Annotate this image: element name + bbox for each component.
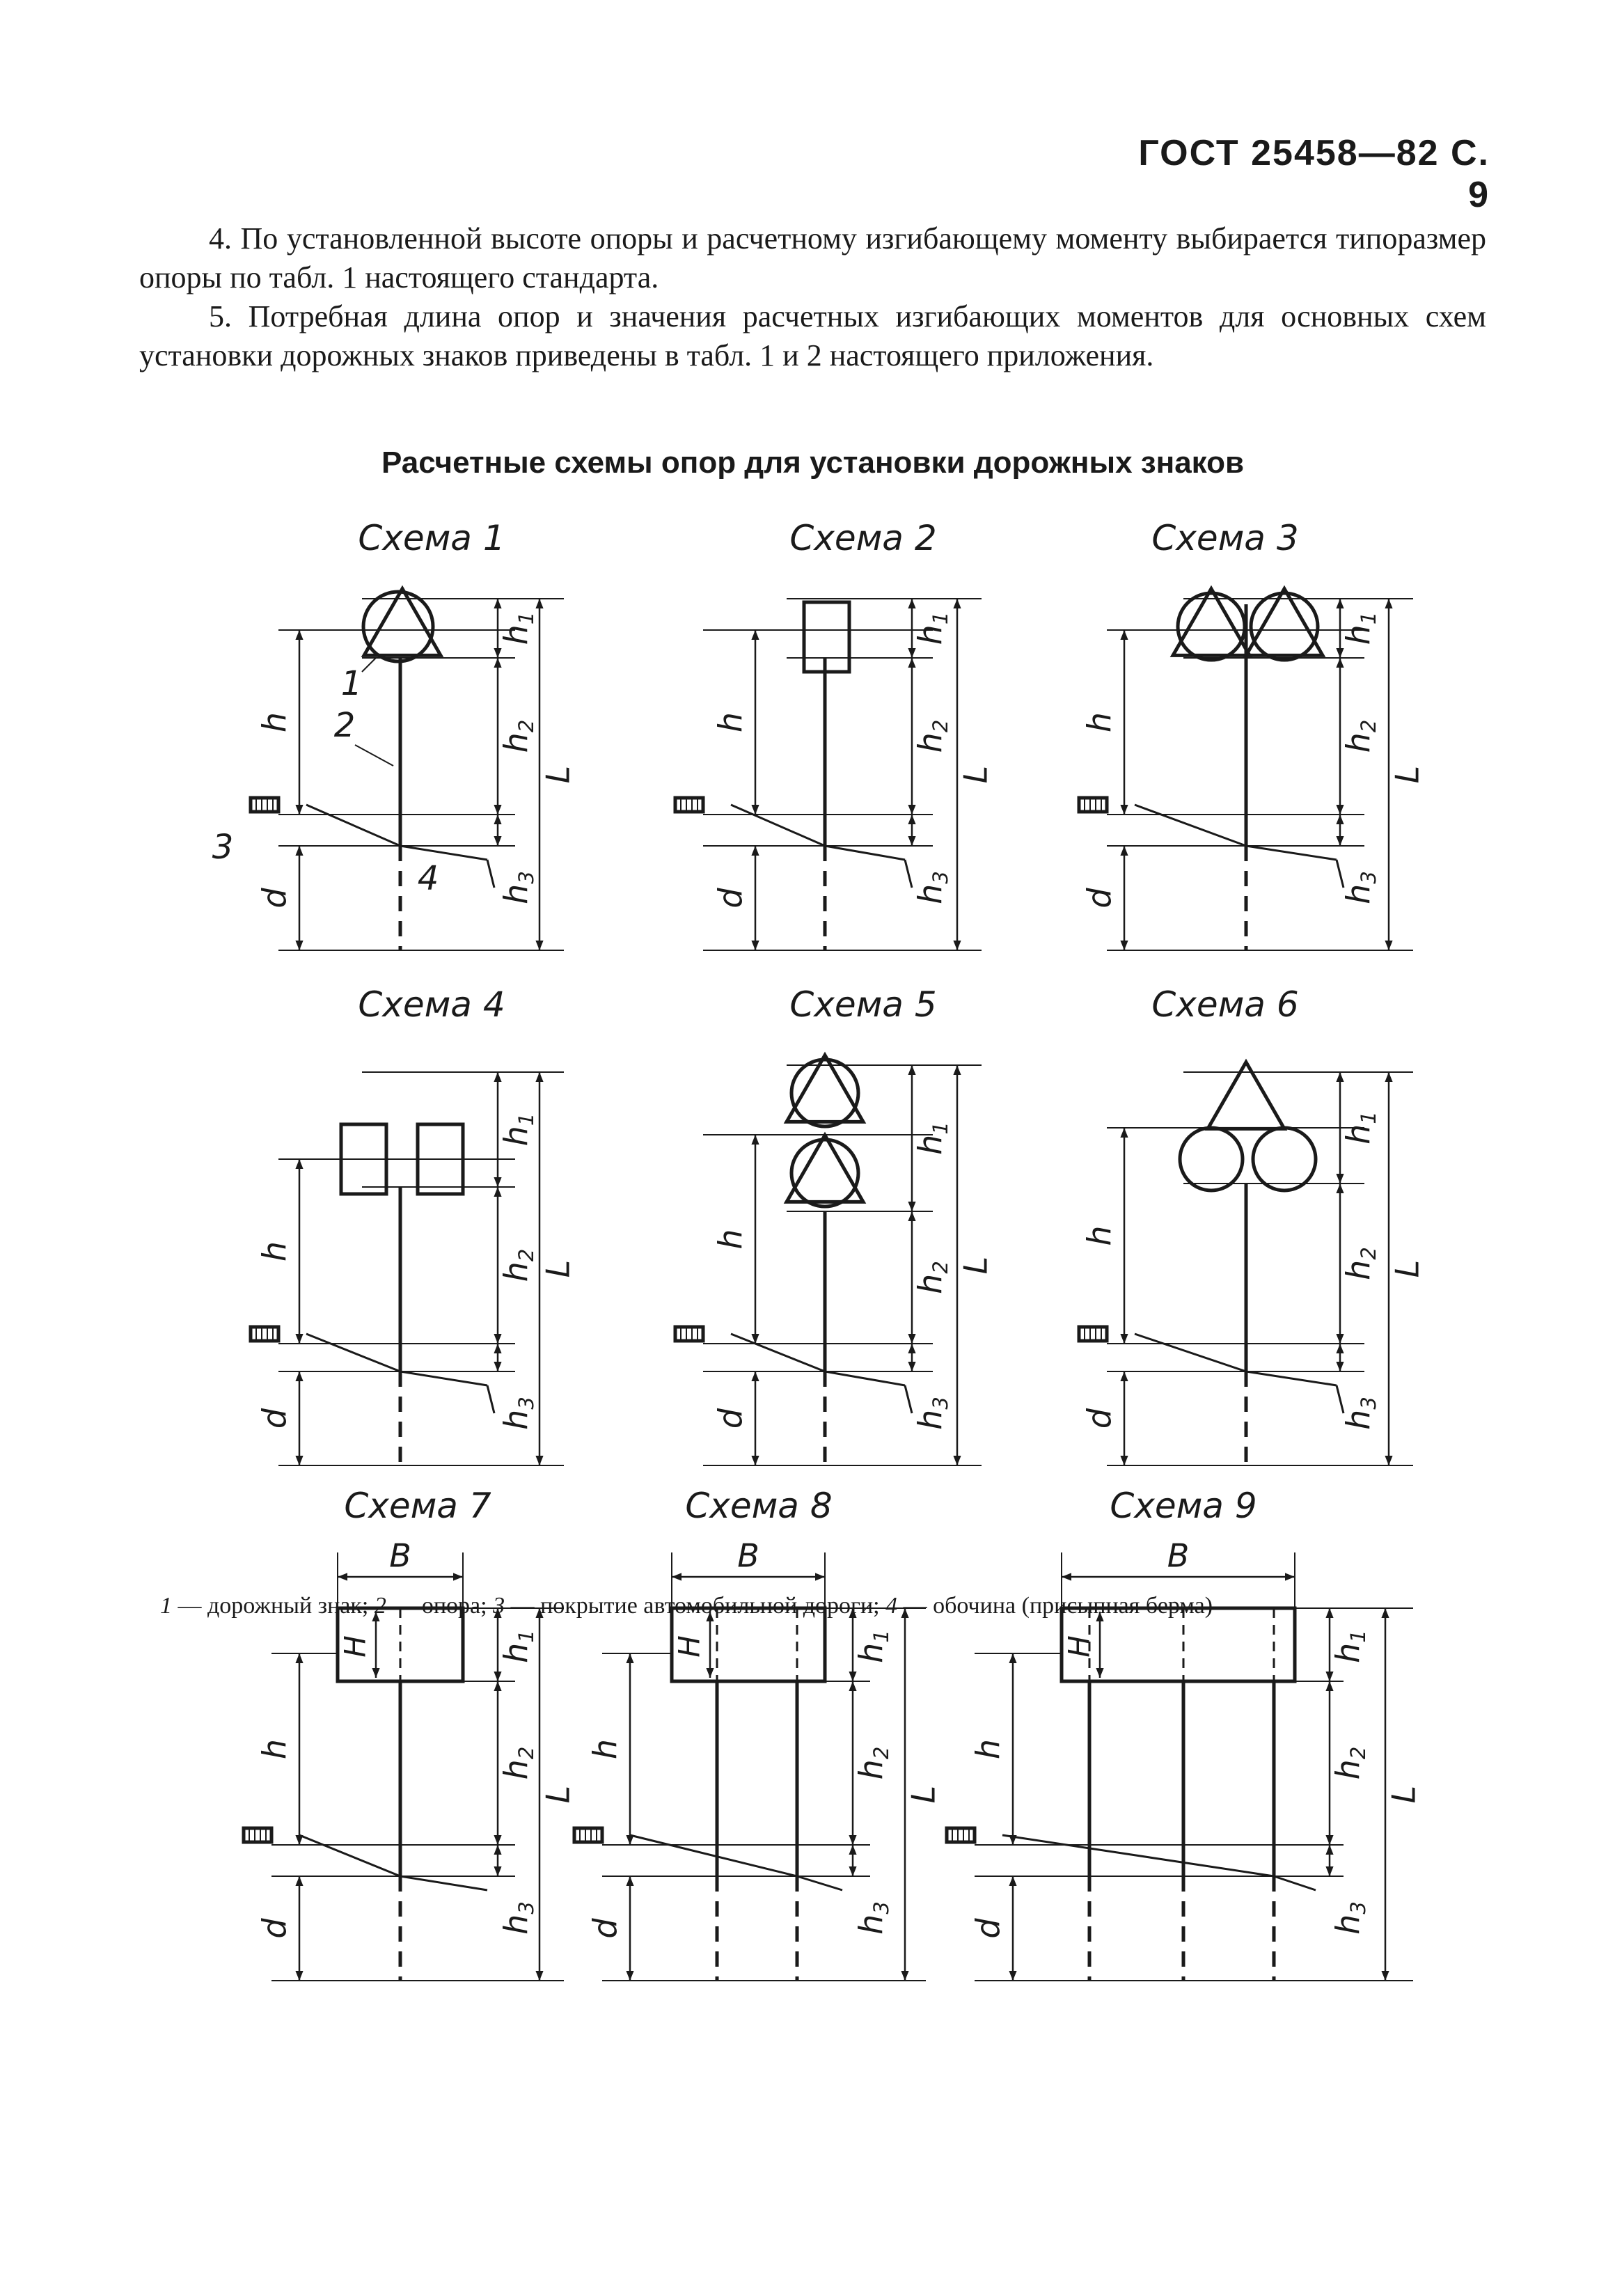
- scheme-3-road-pad: [1079, 798, 1107, 812]
- paragraph-4: 4. По установленной высоте опоры и расчетному изгибающему моменту выбирается типоразмер опоры по табл. 1 настоящего стандарта.: [139, 221, 1486, 294]
- scheme-4-shoulder-slope: [487, 1385, 494, 1413]
- scheme-6-label-h3: $h_3$: [1339, 1397, 1380, 1430]
- scheme-6-label-h2: $h_2$: [1339, 1247, 1380, 1280]
- scheme-6-label-h2-subscript: 2: [1357, 1247, 1380, 1260]
- scheme-8-label-h2: $h_2$: [852, 1746, 893, 1780]
- scheme-1-label-h3: $h_3$: [497, 871, 538, 904]
- scheme-label-4: Схема 4: [358, 984, 505, 1025]
- scheme-6-label-l: L: [1388, 1259, 1426, 1278]
- scheme-3-label-h3-subscript: 3: [1357, 871, 1380, 884]
- scheme-2-label-h1: $h_1$: [911, 611, 952, 645]
- scheme-label-3: Схема 3: [1151, 518, 1299, 558]
- legend-num-3: 3: [493, 1593, 505, 1619]
- scheme-4-label-h3: $h_3$: [497, 1397, 538, 1430]
- scheme-5-ground-line: [731, 1334, 825, 1371]
- legend-num-1: 1: [160, 1593, 172, 1619]
- scheme-7-label-h3: $h_3$: [497, 1901, 538, 1935]
- scheme-2-shoulder-slope: [905, 860, 912, 888]
- scheme-label-1: Схема 1: [358, 518, 505, 558]
- scheme-4-shoulder-line: [400, 1371, 487, 1385]
- scheme-1-shoulder-slope: [487, 860, 494, 888]
- scheme-7-label-l: L: [539, 1785, 577, 1804]
- figure-legend: [160, 1591, 1469, 1621]
- scheme-9-label-h2-subscript: 2: [1346, 1746, 1370, 1760]
- scheme-3-label-h1-subscript: 1: [1357, 611, 1380, 625]
- scheme-7-label-b: B: [389, 1536, 411, 1575]
- scheme-8-ground-line: [630, 1835, 797, 1876]
- scheme-4-label-h2-subscript: 2: [514, 1248, 538, 1262]
- scheme-6-label-h1: $h_1$: [1339, 1111, 1380, 1145]
- scheme-6-label-d: d: [1080, 1408, 1119, 1429]
- scheme-4-label-h: h: [255, 1241, 294, 1262]
- scheme-6-label-h: h: [1080, 1225, 1119, 1246]
- scheme-9-label-h: h: [969, 1738, 1007, 1760]
- callout-1: 1: [340, 664, 363, 703]
- scheme-8-label-h1: $h_1$: [852, 1630, 893, 1663]
- scheme-5-label-h1-subscript: 1: [929, 1122, 952, 1135]
- paragraph-5: 5. Потребная длина опор и значения расчетных изгибающих моментов для основных схем установки дорожных знаков приведены в табл. 1 и 2 настоящего приложения.: [139, 299, 1486, 372]
- legend-text-3: — покрытие автомобильной дороги;: [505, 1593, 886, 1619]
- legend-num-2: 2: [374, 1593, 386, 1619]
- scheme-6-ground-line: [1135, 1334, 1246, 1371]
- scheme-label-7: Схема 7: [344, 1486, 491, 1526]
- scheme-9-label-b: B: [1167, 1536, 1190, 1575]
- callout-3: 3: [212, 828, 234, 867]
- scheme-label-5: Схема 5: [789, 984, 937, 1025]
- scheme-2-road-pad: [675, 798, 703, 812]
- scheme-2-ground-line: [731, 805, 825, 846]
- scheme-4-road-pad: [251, 1327, 278, 1341]
- scheme-1-road-pad: [251, 798, 278, 812]
- scheme-7-label-h2-subscript: 2: [514, 1746, 538, 1760]
- scheme-5-shoulder-slope: [905, 1385, 912, 1413]
- scheme-7-label-h1: $h_1$: [497, 1630, 538, 1663]
- scheme-7-label-h1-subscript: 1: [514, 1630, 538, 1643]
- scheme-4-label-d: d: [255, 1408, 294, 1429]
- scheme-6-shoulder-slope: [1337, 1385, 1344, 1413]
- scheme-8-label-h3: $h_3$: [852, 1901, 893, 1935]
- scheme-9-ground-line: [1002, 1835, 1274, 1876]
- scheme-4-label-h3-subscript: 3: [514, 1397, 538, 1410]
- figure-title: Расчетные схемы опор для установки дорожных знаков: [381, 446, 1245, 480]
- callout-1-leader: [362, 658, 376, 672]
- scheme-2-label-h: h: [711, 711, 750, 733]
- scheme-label-9: Схема 9: [1110, 1486, 1257, 1526]
- scheme-3-label-l: L: [1388, 765, 1426, 784]
- scheme-1-label-h2: $h_2$: [497, 719, 538, 753]
- scheme-8-label-d: d: [586, 1918, 624, 1939]
- scheme-4-label-h1-subscript: 1: [514, 1112, 538, 1126]
- scheme-7-label-hh: H: [338, 1635, 372, 1658]
- scheme-9-label-h1: $h_1$: [1329, 1630, 1370, 1663]
- scheme-5-label-l: L: [956, 1256, 995, 1275]
- scheme-3-ground-line: [1135, 805, 1246, 846]
- scheme-7-ground-line: [299, 1835, 400, 1876]
- scheme-1-label-h3-subscript: 3: [514, 871, 538, 884]
- scheme-3-label-h3: $h_3$: [1339, 871, 1380, 904]
- scheme-7-label-d: d: [255, 1918, 294, 1939]
- scheme-9-road-pad: [947, 1828, 975, 1842]
- legend-num-4: 4: [885, 1593, 898, 1619]
- callout-2: 2: [333, 706, 356, 745]
- scheme-4-label-h2: $h_2$: [497, 1248, 538, 1282]
- scheme-8-label-h: h: [586, 1738, 624, 1760]
- scheme-9-label-h3: $h_3$: [1329, 1901, 1370, 1935]
- scheme-4-label-h1: $h_1$: [497, 1112, 538, 1147]
- scheme-2-label-h3-subscript: 3: [929, 871, 952, 884]
- scheme-9-shoulder-line: [1274, 1876, 1316, 1890]
- scheme-5-label-h2: $h_2$: [911, 1261, 952, 1294]
- legend-text-1: — дорожный знак;: [172, 1593, 375, 1619]
- legend-text-4: — обочина (присыпная берма): [897, 1593, 1213, 1619]
- scheme-3-label-h2: $h_2$: [1339, 719, 1380, 753]
- scheme-7-label-h2: $h_2$: [497, 1746, 538, 1780]
- scheme-4-label-l: L: [539, 1259, 577, 1278]
- scheme-1-ground-line: [306, 805, 400, 846]
- scheme-2-label-h2-subscript: 2: [929, 719, 952, 733]
- scheme-9-label-l: L: [1385, 1785, 1423, 1804]
- scheme-6-road-pad: [1079, 1327, 1107, 1341]
- scheme-2-label-d: d: [711, 888, 750, 909]
- schemes-root: [212, 518, 1426, 1981]
- scheme-9-label-h2: $h_2$: [1329, 1746, 1370, 1780]
- scheme-8-label-b: B: [737, 1536, 759, 1575]
- scheme-7-label-h3-subscript: 3: [514, 1901, 538, 1914]
- scheme-9-label-h3-subscript: 3: [1346, 1901, 1370, 1914]
- scheme-2-label-l: L: [956, 765, 995, 784]
- scheme-7-label-h: h: [255, 1738, 294, 1760]
- scheme-1-label-d: d: [255, 888, 294, 909]
- scheme-7-road-pad: [244, 1828, 271, 1842]
- scheme-2-label-h1-subscript: 1: [929, 611, 952, 625]
- scheme-8-label-h1-subscript: 1: [869, 1630, 893, 1643]
- scheme-1-label-h: h: [255, 711, 294, 733]
- scheme-label-6: Схема 6: [1151, 984, 1299, 1025]
- scheme-5-label-h3-subscript: 3: [929, 1397, 952, 1410]
- scheme-3-label-h2-subscript: 2: [1357, 719, 1380, 733]
- scheme-label-2: Схема 2: [789, 518, 937, 558]
- scheme-8-road-pad: [574, 1828, 602, 1842]
- scheme-5-shoulder-line: [825, 1371, 905, 1385]
- scheme-1-shoulder-line: [400, 846, 487, 860]
- scheme-5-label-d: d: [711, 1408, 750, 1429]
- scheme-9-label-h1-subscript: 1: [1346, 1630, 1370, 1643]
- scheme-5-label-h: h: [711, 1229, 750, 1250]
- scheme-8-shoulder-line: [797, 1876, 842, 1890]
- scheme-3-shoulder-slope: [1337, 860, 1344, 888]
- scheme-1-label-h1: $h_1$: [497, 611, 538, 645]
- scheme-1-label-h1-subscript: 1: [514, 611, 538, 625]
- scheme-9-label-d: d: [969, 1918, 1007, 1939]
- scheme-3-label-h1: $h_1$: [1339, 611, 1380, 645]
- scheme-6-circle-right: [1253, 1128, 1316, 1190]
- scheme-5-label-h1: $h_1$: [911, 1122, 952, 1155]
- scheme-label-8: Схема 8: [685, 1486, 833, 1526]
- scheme-2-label-h3: $h_3$: [911, 871, 952, 904]
- scheme-8-label-l: L: [904, 1785, 943, 1804]
- scheme-2-shoulder-line: [825, 846, 905, 860]
- scheme-3-shoulder-line: [1246, 846, 1337, 860]
- scheme-7-shoulder-line: [400, 1876, 487, 1890]
- scheme-6-shoulder-line: [1246, 1371, 1337, 1385]
- scheme-6-label-h3-subscript: 3: [1357, 1397, 1380, 1410]
- scheme-2-label-h2: $h_2$: [911, 719, 952, 753]
- page-header: ГОСТ 25458—82 С. 9: [1138, 133, 1490, 215]
- scheme-5-label-h2-subscript: 2: [929, 1261, 952, 1274]
- scheme-3-label-d: d: [1080, 888, 1119, 909]
- scheme-8-label-h3-subscript: 3: [869, 1901, 893, 1914]
- legend-text-2: — опора;: [386, 1593, 494, 1619]
- scheme-3-label-h: h: [1080, 711, 1119, 733]
- scheme-1-label-h2-subscript: 2: [514, 719, 538, 733]
- scheme-1-label-l: L: [539, 765, 577, 784]
- scheme-8-label-hh: H: [672, 1635, 707, 1658]
- scheme-5-label-h3: $h_3$: [911, 1397, 952, 1430]
- scheme-6-label-h1-subscript: 1: [1357, 1111, 1380, 1124]
- scheme-6-circle-left: [1180, 1128, 1243, 1190]
- scheme-8-label-h2-subscript: 2: [869, 1746, 893, 1760]
- scheme-5-road-pad: [675, 1327, 703, 1341]
- callout-2-leader: [355, 745, 393, 766]
- scheme-4-ground-line: [306, 1334, 400, 1371]
- scheme-9-label-hh: H: [1062, 1635, 1096, 1658]
- callout-4: 4: [417, 859, 439, 898]
